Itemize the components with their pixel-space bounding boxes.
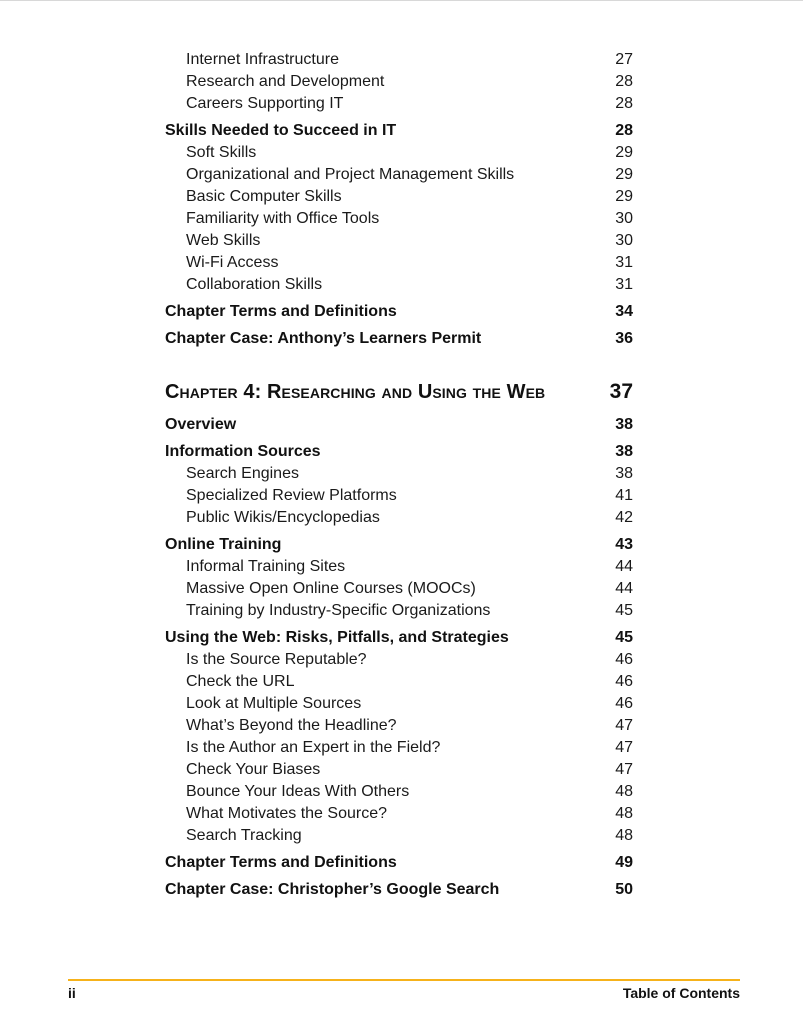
toc-entry[interactable] [165,507,633,529]
toc-entry[interactable] [165,825,633,847]
toc-section-title: Chapter Case: Christopher’s Google Search [165,881,500,898]
toc-section-page: 34 [615,303,633,320]
toc-entry[interactable] [165,463,633,485]
toc-chapter[interactable] [165,374,633,409]
toc-entry-title: Soft Skills [186,144,257,161]
toc-entry-page: 28 [615,73,633,90]
toc-entry[interactable] [165,803,633,825]
toc-section-page: 43 [615,536,633,553]
toc-entry-page: 44 [615,580,633,597]
toc-entry-page: 46 [615,695,633,712]
toc-entry-title: Research and Development [186,73,385,90]
toc-entry[interactable] [165,693,633,715]
toc-section-page: 50 [615,881,633,898]
toc-section-title: Online Training [165,536,282,553]
toc-entry-title: Public Wikis/Encyclopedias [186,509,380,526]
toc-entry[interactable] [165,715,633,737]
toc-section[interactable] [165,436,633,463]
toc-entry[interactable] [165,252,633,274]
toc-entry-title: Internet Infrastructure [186,51,339,68]
toc-entry[interactable] [165,164,633,186]
toc-section[interactable] [165,529,633,556]
toc-entry-page: 29 [615,166,633,183]
toc-section-title: Skills Needed to Succeed in IT [165,122,397,139]
toc-entry[interactable] [165,93,633,115]
toc-section[interactable] [165,296,633,323]
toc-entry[interactable] [165,578,633,600]
toc-entry-title: Organizational and Project Management Skills [186,166,515,183]
toc-entry[interactable] [165,556,633,578]
toc-section[interactable] [165,847,633,874]
toc-entry-title: Informal Training Sites [186,558,346,575]
toc-section-title: Overview [165,416,237,433]
toc-entry-title: Bounce Your Ideas With Others [186,783,410,800]
toc-entry[interactable] [165,230,633,252]
toc-entry-title: What’s Beyond the Headline? [186,717,397,734]
toc-entry[interactable] [165,737,633,759]
toc-section[interactable] [165,622,633,649]
toc-entry-title: Wi-Fi Access [186,254,279,271]
toc-entry-page: 30 [615,210,633,227]
toc-entry[interactable] [165,759,633,781]
toc-entry-page: 28 [615,95,633,112]
toc-entry-page: 38 [615,465,633,482]
footer-section-title: Table of Contents [622,985,740,1001]
toc-entry-title: Check the URL [186,673,295,690]
toc-entry-title: Familiarity with Office Tools [186,210,380,227]
toc-entry-page: 31 [615,254,633,271]
toc-entry-title: Collaboration Skills [186,276,323,293]
toc-section-title: Chapter Case: Anthony’s Learners Permit [165,330,482,347]
toc-entry-title: Massive Open Online Courses (MOOCs) [186,580,476,597]
toc-chapter-page: 37 [609,380,633,403]
toc-entry[interactable] [165,186,633,208]
toc-entry[interactable] [165,49,633,71]
toc-entry[interactable] [165,71,633,93]
toc-entry-title: Specialized Review Platforms [186,487,397,504]
toc-entry-title: Is the Source Reputable? [186,651,367,668]
toc-entry-title: Basic Computer Skills [186,188,342,205]
toc-entry[interactable] [165,600,633,622]
toc-entry-page: 46 [615,651,633,668]
footer-page-number: ii [68,985,76,1001]
toc-section-page: 28 [615,122,633,139]
toc-section[interactable] [165,115,633,142]
toc-entry-title: Careers Supporting IT [186,95,344,112]
toc-chapter-title: Chapter 4: Researching and Using the Web [165,381,546,403]
toc-entry-title: Is the Author an Expert in the Field? [186,739,441,756]
toc-entry[interactable] [165,208,633,230]
toc-entry-page: 48 [615,805,633,822]
toc-section-title: Information Sources [165,443,321,460]
toc-section-page: 45 [615,629,633,646]
table-of-contents [165,49,633,901]
toc-section-title: Using the Web: Risks, Pitfalls, and Strategies [165,629,509,646]
toc-entry-page: 47 [615,739,633,756]
toc-entry-page: 29 [615,188,633,205]
toc-entry[interactable] [165,781,633,803]
toc-entry-page: 29 [615,144,633,161]
toc-entry-page: 48 [615,827,633,844]
toc-entry-page: 30 [615,232,633,249]
toc-entry-page: 41 [615,487,633,504]
toc-entry-title: Search Engines [186,465,299,482]
toc-entry-page: 47 [615,717,633,734]
toc-section-page: 38 [615,416,633,433]
toc-entry-page: 46 [615,673,633,690]
toc-entry-page: 31 [615,276,633,293]
toc-section-page: 38 [615,443,633,460]
toc-entry-page: 45 [615,602,633,619]
toc-entry[interactable] [165,485,633,507]
toc-entry-title: Check Your Biases [186,761,321,778]
toc-entry-title: Search Tracking [186,827,302,844]
toc-entry[interactable] [165,671,633,693]
footer-divider [68,979,740,981]
toc-entry-page: 27 [615,51,633,68]
toc-entry-page: 44 [615,558,633,575]
toc-entry-title: Web Skills [186,232,261,249]
toc-section[interactable] [165,874,633,901]
toc-entry[interactable] [165,649,633,671]
toc-entry-page: 48 [615,783,633,800]
toc-section-title: Chapter Terms and Definitions [165,854,397,871]
toc-entry[interactable] [165,142,633,164]
top-border [0,0,803,1]
toc-entry-page: 47 [615,761,633,778]
toc-section-title: Chapter Terms and Definitions [165,303,397,320]
toc-entry[interactable] [165,274,633,296]
toc-entry-title: Look at Multiple Sources [186,695,362,712]
toc-section-page: 36 [615,330,633,347]
toc-section[interactable] [165,323,633,350]
toc-entry-title: Training by Industry-Specific Organizations [186,602,491,619]
toc-entry-page: 42 [615,509,633,526]
toc-section[interactable] [165,409,633,436]
toc-entry-title: What Motivates the Source? [186,805,387,822]
toc-section-page: 49 [615,854,633,871]
